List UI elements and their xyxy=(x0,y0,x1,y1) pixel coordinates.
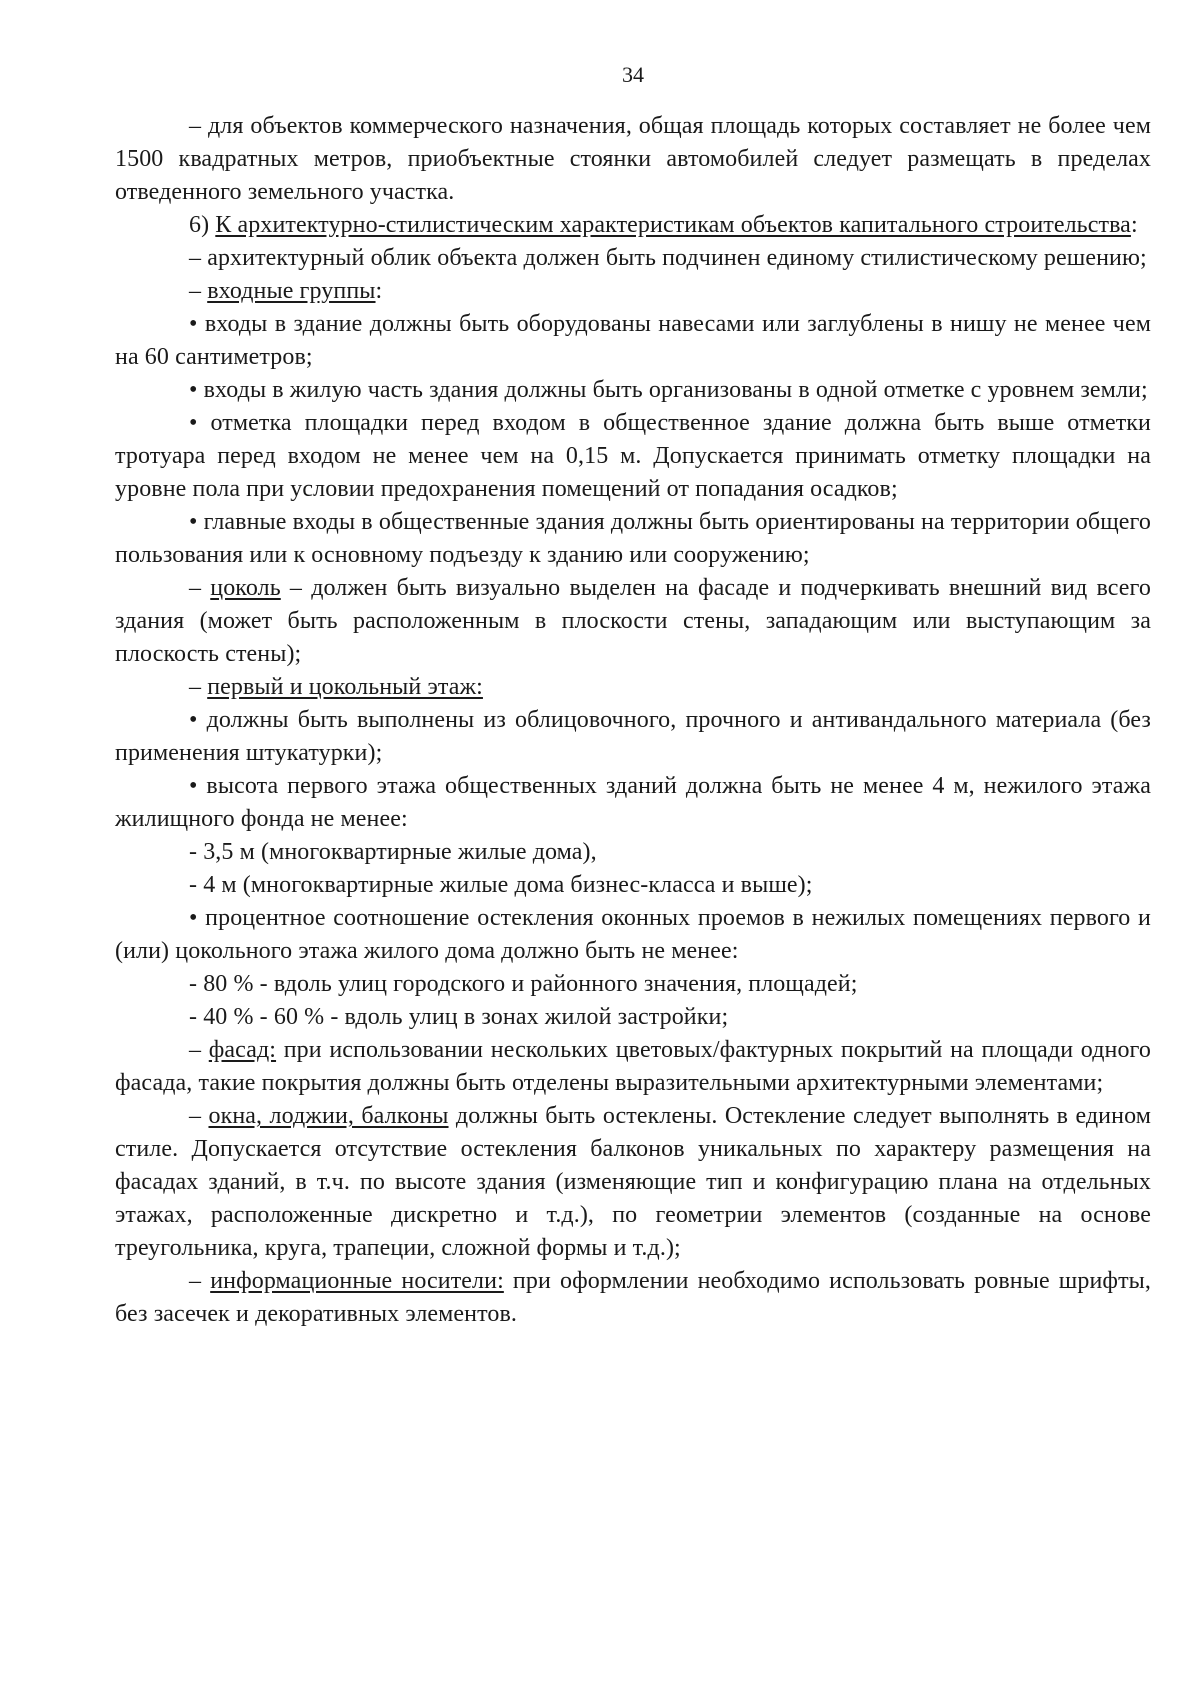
paragraph-text: • высота первого этажа общественных зданий должна быть не менее 4 м, нежилого этажа жилищного фонда не менее: xyxy=(115,773,1151,832)
paragraph-text: : xyxy=(375,278,383,304)
paragraph-text: – xyxy=(189,278,208,304)
paragraph-text: 6) xyxy=(189,212,216,238)
paragraph xyxy=(115,506,1151,572)
paragraph xyxy=(115,407,1151,506)
paragraph-text: • входы в жилую часть здания должны быть организованы в одной отметке с уровнем земли; xyxy=(189,377,1148,403)
paragraph-text: при оформлении необходимо использовать ровные шрифты, без засечек и декоративных элементов. xyxy=(115,1268,1151,1327)
paragraph xyxy=(115,242,1151,275)
paragraph xyxy=(115,1265,1151,1331)
paragraph-text: • главные входы в общественные здания должны быть ориентированы на территории общего пользования или к основному подъезду к зданию или сооружению; xyxy=(115,509,1151,568)
page-number: 34 xyxy=(622,62,644,87)
paragraph-text: - 4 м (многоквартирные жилые дома бизнес-класса и выше); xyxy=(189,872,813,898)
paragraph-text: - 3,5 м (многоквартирные жилые дома), xyxy=(189,839,597,865)
paragraph xyxy=(115,1034,1151,1100)
underlined-term: К архитектурно-стилистическим характеристикам объектов капитального строительства xyxy=(215,212,1131,238)
paragraph xyxy=(115,902,1151,968)
paragraph xyxy=(115,1100,1151,1265)
paragraph xyxy=(115,374,1151,407)
document-page xyxy=(115,60,1151,1331)
underlined-term: окна, лоджии, балконы xyxy=(208,1103,449,1129)
document-body xyxy=(115,110,1151,1331)
paragraph xyxy=(115,110,1151,209)
paragraph xyxy=(115,704,1151,770)
underlined-term: цоколь xyxy=(210,575,281,601)
paragraph xyxy=(115,308,1151,374)
paragraph-text: • входы в здание должны быть оборудованы навесами или заглублены в нишу не менее чем на 60 сантиметров; xyxy=(115,311,1151,370)
paragraph-text: : xyxy=(1130,212,1138,238)
underlined-term: фасад: xyxy=(208,1037,277,1063)
paragraph xyxy=(115,836,1151,869)
paragraph xyxy=(115,869,1151,902)
paragraph-text: • отметка площадки перед входом в общественное здание должна быть выше отметки тротуара перед входом не менее чем на 0,15 м. Допускается принимать отметку площадки на уровне пола при условии предохранения помещений от попадания осадков; xyxy=(115,410,1151,502)
paragraph-text: - 80 % - вдоль улиц городского и районного значения, площадей; xyxy=(189,971,858,997)
paragraph-text: – архитектурный облик объекта должен быть подчинен единому стилистическому решению; xyxy=(189,245,1147,271)
paragraph xyxy=(115,1001,1151,1034)
paragraph xyxy=(115,671,1151,704)
paragraph xyxy=(115,209,1151,242)
paragraph-text: – xyxy=(189,674,208,700)
paragraph-text: • должны быть выполнены из облицовочного, прочного и антивандального материала (без применения штукатурки); xyxy=(115,707,1151,766)
paragraph-text: – xyxy=(189,1268,211,1294)
underlined-term: входные группы xyxy=(207,278,376,304)
underlined-term: информационные носители: xyxy=(210,1268,504,1294)
paragraph-text: – xyxy=(189,1037,209,1063)
paragraph xyxy=(115,275,1151,308)
paragraph-text: - 40 % - 60 % - вдоль улиц в зонах жилой застройки; xyxy=(189,1004,729,1030)
paragraph xyxy=(115,770,1151,836)
paragraph xyxy=(115,968,1151,1001)
underlined-term: первый и цокольный этаж: xyxy=(207,674,483,700)
paragraph-text: – xyxy=(189,1103,209,1129)
paragraph-text: – для объектов коммерческого назначения, общая площадь которых составляет не более чем 1500 квадратных метров, приобъектные стоянки автомобилей следует размещать в пределах отведенного земельного участка. xyxy=(115,113,1151,205)
paragraph-text: • процентное соотношение остекления оконных проемов в нежилых помещениях первого и (или) цокольного этажа жилого дома должно быть не менее: xyxy=(115,905,1151,964)
paragraph-text: при использовании нескольких цветовых/фактурных покрытий на площади одного фасада, такие покрытия должны быть отделены выразительными архитектурными элементами; xyxy=(115,1037,1152,1096)
paragraph-text: – xyxy=(189,575,211,601)
paragraph-text: – должен быть визуально выделен на фасаде и подчеркивать внешний вид всего здания (может быть расположенным в плоскости стены, западающим или выступающим за плоскость стены); xyxy=(115,575,1151,667)
paragraph-text: должны быть остеклены. Остекление следует выполнять в едином стиле. Допускается отсутствие остекления балконов уникальных по характеру размещения на фасадах зданий, в т.ч. по высоте здания (изменяющие тип и конфигурацию плана на отдельных этажах, расположенные дискретно и т.д.), по геометрии элементов (созданные на основе треугольника, круга, трапеции, сложной формы и т.д.); xyxy=(115,1103,1152,1261)
paragraph xyxy=(115,572,1151,671)
